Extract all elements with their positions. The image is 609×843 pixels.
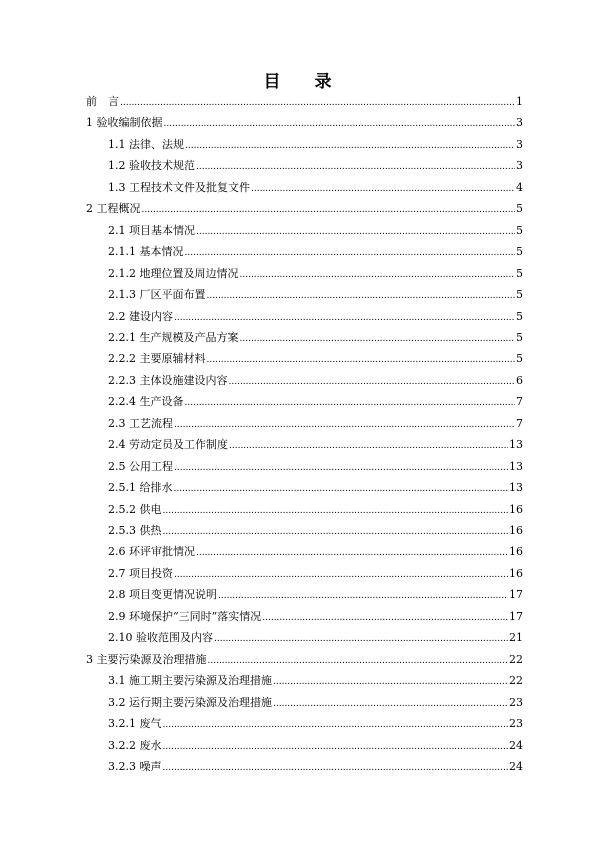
toc-entry-page-number: 16 xyxy=(509,545,523,559)
toc-entry-page-number: 16 xyxy=(509,566,523,580)
toc-entry[interactable] xyxy=(86,93,523,111)
toc-entry-label: 1 验收编制依据 xyxy=(86,116,163,130)
toc-entry[interactable] xyxy=(108,543,523,561)
toc-entry-page-number: 5 xyxy=(516,330,523,344)
toc-dot-leader xyxy=(163,522,509,541)
toc-entry-page-number: 22 xyxy=(509,674,523,688)
toc-entry[interactable] xyxy=(108,479,523,497)
toc-entry[interactable] xyxy=(108,758,523,776)
toc-entry-label: 2.8 项目变更情况说明 xyxy=(108,588,217,602)
toc-dot-leader xyxy=(185,243,516,262)
toc-entry[interactable] xyxy=(108,372,523,390)
toc-entry-page-number: 17 xyxy=(509,609,523,623)
toc-entry-page-number: 3 xyxy=(516,137,523,151)
toc-entry[interactable] xyxy=(108,694,523,712)
toc-dot-leader xyxy=(174,479,509,498)
toc-dot-leader xyxy=(196,543,508,562)
toc-entry-page-number: 3 xyxy=(516,116,523,130)
toc-entry-page-number: 21 xyxy=(509,631,523,645)
toc-entry-label: 2.7 项目投资 xyxy=(108,566,173,580)
toc-entry-page-number: 7 xyxy=(516,416,523,430)
toc-dot-leader xyxy=(240,329,516,348)
toc-entry-label: 2.5.3 供热 xyxy=(108,524,162,537)
toc-entry-label: 3.2.3 噪声 xyxy=(108,759,162,773)
toc-entry[interactable] xyxy=(108,737,523,755)
toc-entry-page-number: 16 xyxy=(509,502,523,516)
toc-entry[interactable] xyxy=(108,415,523,433)
toc-entry-label: 2.4 劳动定员及工作制度 xyxy=(108,438,228,452)
toc-entry[interactable] xyxy=(108,157,523,175)
toc-entry-page-number: 24 xyxy=(509,759,523,773)
toc-entry[interactable] xyxy=(108,265,523,283)
toc-entry-label: 2.1.1 基本情况 xyxy=(108,245,184,259)
toc-entry[interactable] xyxy=(108,715,523,733)
toc-entry-page-number: 23 xyxy=(509,695,523,709)
toc-entry-page-number: 13 xyxy=(509,481,523,495)
toc-entry-label: 2.2 建设内容 xyxy=(108,309,173,323)
toc-entry-label: 2.10 验收范围及内容 xyxy=(108,631,213,645)
toc-entry-label: 前 言 xyxy=(86,95,119,108)
toc-entry-label: 2.5 公用工程 xyxy=(108,459,173,473)
toc-entry-page-number: 13 xyxy=(509,459,523,473)
toc-entry-label: 2.3 工艺流程 xyxy=(108,416,173,430)
toc-entry[interactable] xyxy=(108,308,523,326)
toc-dot-leader xyxy=(174,308,515,327)
toc-entry-label: 2.1.2 地理位置及周边情况 xyxy=(108,266,239,280)
toc-entry[interactable] xyxy=(108,458,523,476)
toc-entry[interactable] xyxy=(108,286,523,304)
toc-entry-label: 2.2.3 主体设施建设内容 xyxy=(108,373,228,387)
toc-entry-page-number: 24 xyxy=(509,738,523,752)
toc-entry[interactable] xyxy=(108,608,523,626)
toc-entry-label: 2.9 环境保护“三同时”落实情况 xyxy=(108,609,262,623)
toc-entry[interactable] xyxy=(86,200,523,218)
toc-entry[interactable] xyxy=(108,565,523,583)
toc-dot-leader xyxy=(164,114,516,133)
toc-entry-label: 2.2.2 主要原辅材料 xyxy=(108,352,206,366)
toc-dot-leader xyxy=(120,93,515,112)
toc-entry[interactable] xyxy=(108,329,523,347)
toc-entry-page-number: 4 xyxy=(516,180,523,194)
toc-entry-label: 3.1 施工期主要污染源及治理措施 xyxy=(108,674,272,688)
toc-entry[interactable] xyxy=(108,436,523,454)
toc-dot-leader xyxy=(174,458,508,477)
toc-entry-page-number: 5 xyxy=(516,352,523,366)
toc-entry-label: 2.5.2 供电 xyxy=(108,502,162,516)
toc-entry[interactable] xyxy=(108,243,523,261)
toc-entry-label: 3.2.2 废水 xyxy=(108,738,162,752)
toc-dot-leader xyxy=(174,415,515,434)
toc-entry[interactable] xyxy=(86,114,523,132)
toc-entry[interactable] xyxy=(108,136,523,154)
toc-entry[interactable] xyxy=(108,350,523,368)
toc-dot-leader xyxy=(208,651,509,670)
toc-entry-page-number: 17 xyxy=(509,588,523,602)
toc-entry-page-number: 23 xyxy=(509,717,523,731)
toc-entry-page-number: 1 xyxy=(516,95,523,108)
toc-entry-page-number: 13 xyxy=(509,438,523,452)
toc-entry-label: 2 工程概况 xyxy=(86,202,141,216)
toc-entry-page-number: 5 xyxy=(516,266,523,280)
toc-entry[interactable] xyxy=(108,501,523,519)
toc-dot-leader xyxy=(240,265,516,284)
toc-entry[interactable] xyxy=(108,586,523,604)
toc-entry-page-number: 5 xyxy=(516,288,523,302)
toc-entry-label: 3 主要污染源及治理措施 xyxy=(86,652,207,666)
toc-entry-page-number: 6 xyxy=(516,373,523,387)
toc-dot-leader xyxy=(185,393,516,412)
toc-entry-page-number: 7 xyxy=(516,395,523,409)
toc-entry-label: 3.2.1 废气 xyxy=(108,717,162,731)
toc-entry-page-number: 5 xyxy=(516,245,523,259)
toc-dot-leader xyxy=(251,179,515,198)
toc-entry[interactable] xyxy=(108,393,523,411)
toc-dot-leader xyxy=(262,608,508,627)
toc-entry-page-number: 5 xyxy=(516,202,523,216)
toc-entry-label: 1.3 工程技术文件及批复文件 xyxy=(108,180,250,194)
toc-dot-leader xyxy=(163,715,509,734)
toc-entry-label: 2.1 项目基本情况 xyxy=(108,223,195,237)
toc-entry[interactable] xyxy=(86,651,523,669)
toc-entry-page-number: 3 xyxy=(516,159,523,173)
toc-dot-leader xyxy=(163,501,509,520)
toc-dot-leader xyxy=(196,157,515,176)
toc-dot-leader xyxy=(185,136,515,155)
toc-entry-page-number: 22 xyxy=(509,652,523,666)
toc-entry-label: 1.1 法律、法规 xyxy=(108,137,184,151)
toc-entry-label: 1.2 验收技术规范 xyxy=(108,159,195,173)
toc-entry[interactable] xyxy=(108,629,523,647)
toc-dot-leader xyxy=(229,372,516,391)
page-title: 目 录 xyxy=(263,72,346,92)
toc-entry[interactable] xyxy=(108,522,523,540)
toc-dot-leader xyxy=(196,222,515,241)
toc-entry-label: 2.6 环评审批情况 xyxy=(108,545,195,559)
toc-dot-leader xyxy=(174,565,508,584)
toc-dot-leader xyxy=(214,629,508,648)
toc-entry[interactable] xyxy=(108,672,523,690)
toc-entry-label: 2.1.3 厂区平面布置 xyxy=(108,288,206,302)
toc-entry-label: 2.2.1 生产规模及产品方案 xyxy=(108,330,239,344)
toc-dot-leader xyxy=(163,758,509,777)
toc-entry-page-number: 5 xyxy=(516,223,523,237)
toc-dot-leader xyxy=(273,694,508,713)
toc-dot-leader xyxy=(207,350,516,369)
toc-dot-leader xyxy=(142,200,516,219)
toc-entry[interactable] xyxy=(108,222,523,240)
toc-entry-label: 2.5.1 给排水 xyxy=(108,481,173,495)
toc-dot-leader xyxy=(207,286,516,305)
toc-entry[interactable] xyxy=(108,179,523,197)
toc-dot-leader xyxy=(163,737,509,756)
toc-entry-label: 3.2 运行期主要污染源及治理措施 xyxy=(108,695,272,709)
toc-entry-page-number: 16 xyxy=(509,524,523,537)
toc-dot-leader xyxy=(273,672,508,691)
toc-entry-page-number: 5 xyxy=(516,309,523,323)
toc-entry-label: 2.2.4 生产设备 xyxy=(108,395,184,409)
toc-dot-leader xyxy=(229,436,508,455)
toc-dot-leader xyxy=(218,586,508,605)
